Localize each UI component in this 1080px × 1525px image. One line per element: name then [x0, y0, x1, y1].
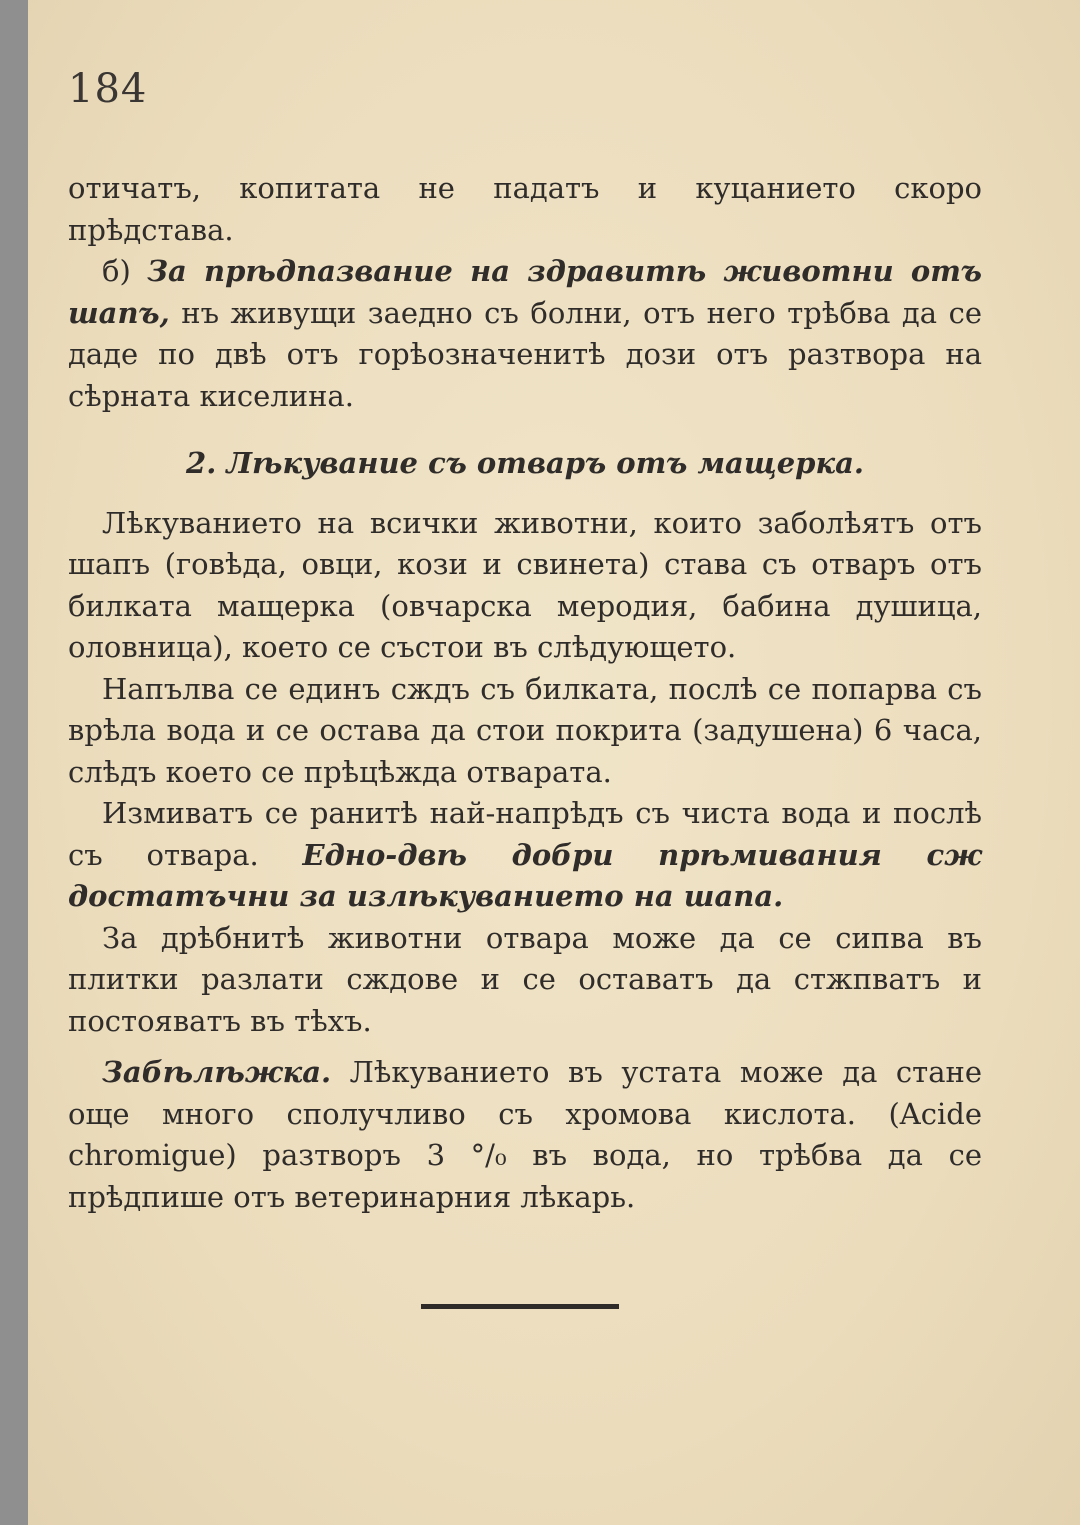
note-text: Лѣкуванието въ устата може да стане още много сполучливо съ хромова кислота. (Acide chromigue) разтворъ 3 °/₀ въ вода, но трѣбва да се прѣдпише отъ ветеринарния лѣкарь.: [68, 1055, 982, 1214]
page-number: 184: [68, 66, 148, 112]
note-label: Забѣлѣжка.: [102, 1055, 332, 1089]
paragraph-treatment: Лѣкуванието на всички животни, които заболѣятъ отъ шапъ (говѣда, овци, кози и свинета) става съ отваръ отъ билката мащерка (овчарска меродия, бабина душица, оловница), което се състои въ слѣдующето.: [68, 505, 982, 664]
section-heading: 2. Лѣкувание съ отваръ отъ мащерка.: [186, 446, 864, 480]
item-emphasis: За прѣдпазвание на здравитѣ животни отъ шапъ,: [68, 254, 982, 330]
washing-text: Измиватъ се ранитѣ най-напрѣдъ съ чиста вода и послѣ съ отвара.: [68, 796, 982, 872]
paragraph-washing: [68, 793, 982, 918]
end-rule: [421, 1304, 619, 1309]
spacer: [68, 1042, 982, 1052]
paragraph-preparation: Напълва се единъ сждъ съ билката, послѣ се попарва съ врѣла вода и се остава да стои покрита (задушена) 6 часа, слѣдъ което се прѣцѣжда отварата.: [68, 671, 982, 789]
paragraph-note: [68, 1052, 982, 1218]
paragraph-continuation: отичатъ, копитата не падатъ и куцанието скоро прѣдстава.: [68, 171, 982, 247]
page-text: [68, 168, 982, 1218]
washing-emphasis: Едно-двѣ добри прѣмивания сж достатъчни за излѣкуванието на шапа.: [68, 837, 982, 913]
item-text: нъ живущи заедно съ болни, отъ него трѣбва да се даде по двѣ отъ горѣозначенитѣ дози отъ разтвора на сѣрната киселина.: [68, 295, 982, 413]
book-page: [28, 0, 1080, 1525]
paragraph-prevention: [68, 251, 982, 417]
item-label: б): [102, 254, 148, 288]
paragraph-small-animals: За дрѣбнитѣ животни отвара може да се сипва въ плитки разлати сждове и се оставатъ да стжпватъ и постояватъ въ тѣхъ.: [68, 920, 982, 1038]
